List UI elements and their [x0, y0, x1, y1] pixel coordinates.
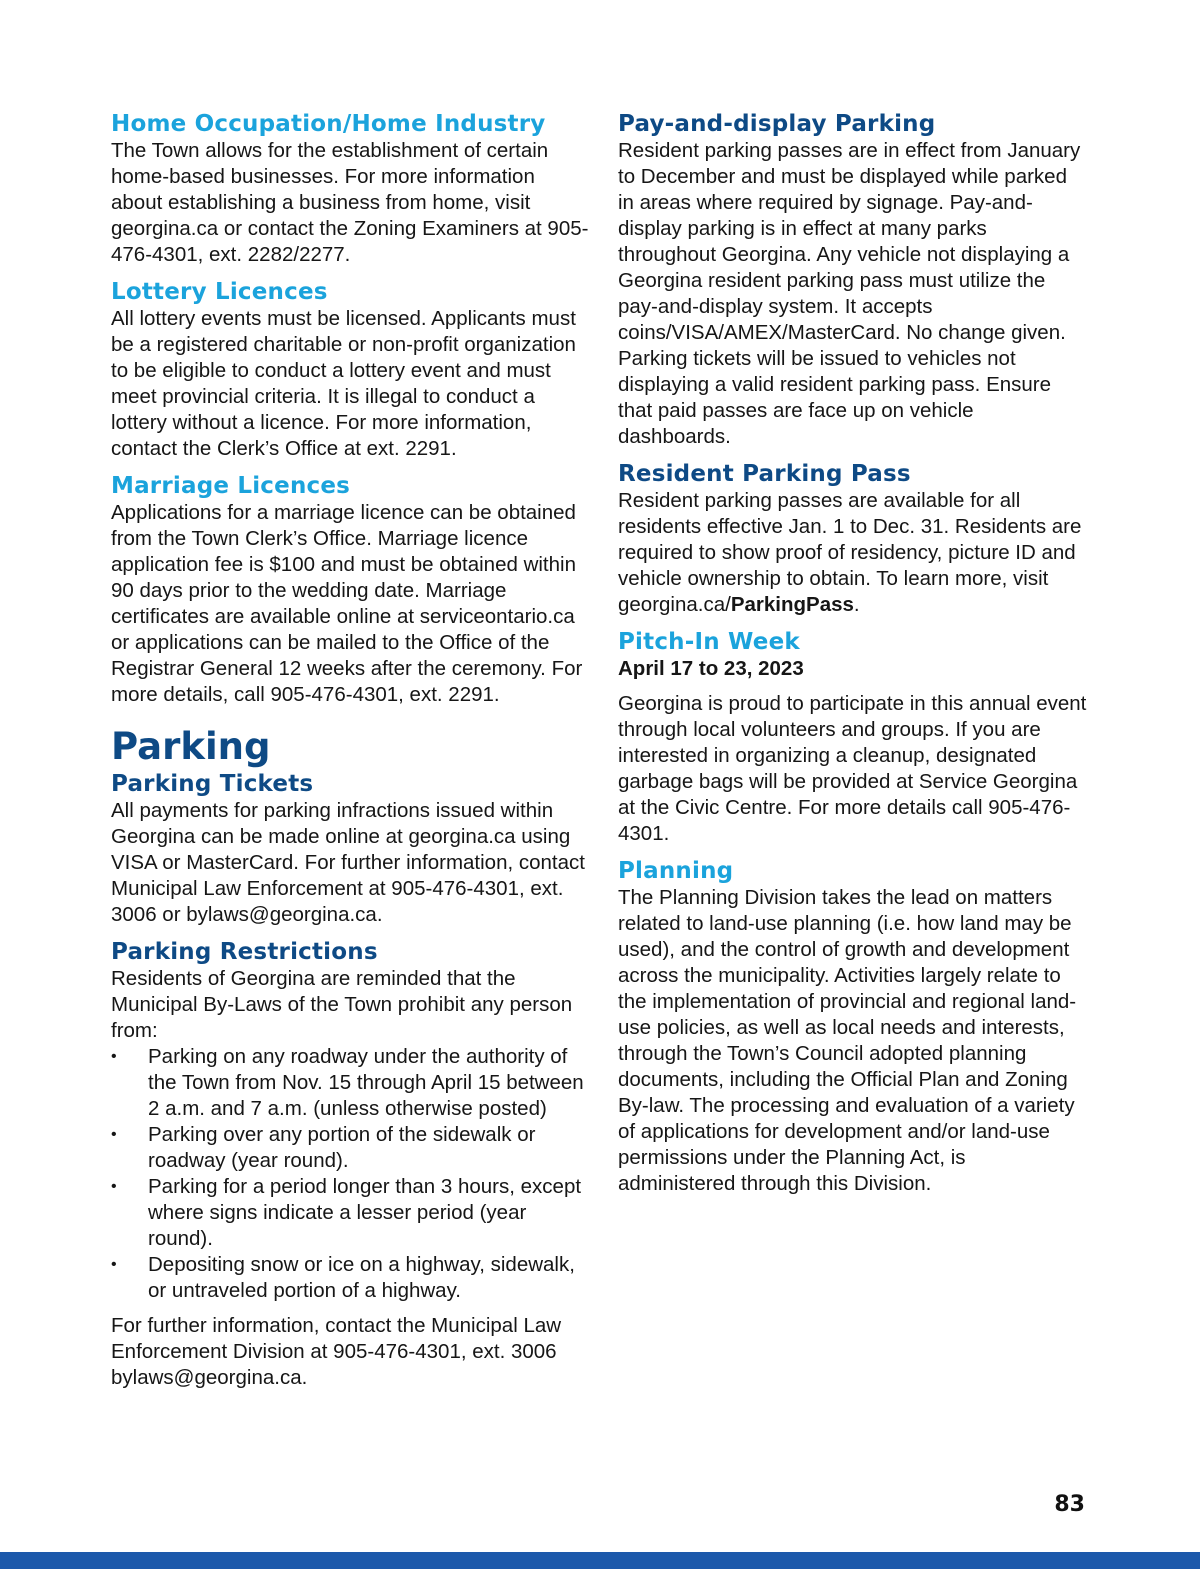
- list-item-text: Depositing snow or ice on a highway, sidewalk, or untraveled portion of a highway.: [148, 1253, 575, 1302]
- pay-and-display-body: Resident parking passes are in effect from January to December and must be displayed while parked in areas where required by signage. Pay-and-display parking is in effect at many parks throughout Georgina. Any vehicle not displaying a Georgina resident parking pass must utilize the pay-and-display system. It accepts coins/VISA/AMEX/MasterCard. No change given. Parking tickets will be issued to vehicles not displaying a valid resident parking pass. Ensure that paid passes are face up on vehicle dashboards.: [618, 139, 1081, 448]
- planning-body: The Planning Division takes the lead on matters related to land-use planning (i.e. how land may be used), and the control of growth and development across the municipality. Activities largely relate to the implementation of provincial and regional land-use policies, as well as local needs and interests, through the Town’s Council adopted planning documents, including the Official Plan and Zoning By-law. The processing and evaluation of a variety of applications for development and/or land-use permissions under the Planning Act, is administered through this Division.: [618, 886, 1077, 1195]
- parking-heading: Parking: [111, 725, 271, 768]
- list-item: [111, 1122, 589, 1174]
- right-column: [618, 110, 1088, 1207]
- section-resident-parking-pass: [618, 460, 1088, 618]
- section-parking-restrictions: [111, 938, 589, 1391]
- section-planning: [618, 857, 1088, 1197]
- bullet-icon: •: [111, 1126, 117, 1143]
- list-item: [111, 1044, 589, 1122]
- page-number: 83: [1054, 1492, 1085, 1517]
- resident-parking-pass-text: Resident parking passes are available for all residents effective Jan. 1 to Dec. 31. Residents are required to show proof of residency, picture ID and vehicle ownership to obtain. To learn more, visit georgina.ca/: [618, 489, 1082, 616]
- lottery-licences-body: All lottery events must be licensed. Applicants must be a registered charitable or non-profit organization to be eligible to conduct a lottery event and must meet provincial criteria. It is illegal to conduct a lottery without a licence. For more information, contact the Clerk’s Office at ext. 2291.: [111, 307, 576, 460]
- list-item-text: Parking over any portion of the sidewalk or roadway (year round).: [148, 1123, 536, 1172]
- section-parking-tickets: [111, 770, 589, 928]
- parking-pass-link: ParkingPass: [730, 593, 854, 616]
- parking-restrictions-intro: Residents of Georgina are reminded that the Municipal By-Laws of the Town prohibit any person from:: [111, 967, 573, 1042]
- section-lottery-licences: [111, 278, 589, 462]
- marriage-licences-body: Applications for a marriage licence can be obtained from the Town Clerk’s Office. Marriage licence application fee is $100 and must be obtained within 90 days prior to the wedding date. Marriage certificates are available online at serviceontario.ca or applications can be mailed to the Office of the Registrar General 12 weeks after the ceremony. For more details, call 905-476-4301, ext. 2291.: [111, 501, 583, 706]
- footer-bar: [0, 1552, 1200, 1569]
- resident-parking-pass-heading: Resident Parking Pass: [618, 461, 911, 487]
- parking-tickets-heading: Parking Tickets: [111, 771, 314, 797]
- list-item-text: Parking on any roadway under the authority of the Town from Nov. 15 through April 15 between 2 a.m. and 7 a.m. (unless otherwise posted): [148, 1045, 584, 1120]
- list-item-text: Parking for a period longer than 3 hours, except where signs indicate a lesser period (year round).: [148, 1175, 582, 1250]
- section-marriage-licences: [111, 472, 589, 708]
- planning-heading: Planning: [618, 858, 734, 884]
- pitch-in-week-body: Georgina is proud to participate in this annual event through local volunteers and groups. If you are interested in organizing a cleanup, designated garbage bags will be provided at Service Georgina at the Civic Centre. For more details call 905-476-4301.: [618, 692, 1087, 845]
- parking-restrictions-heading: Parking Restrictions: [111, 939, 378, 965]
- marriage-licences-heading: Marriage Licences: [111, 473, 351, 499]
- bullet-icon: •: [111, 1178, 117, 1195]
- parking-restrictions-list: [111, 1044, 589, 1304]
- parking-tickets-body: All payments for parking infractions issued within Georgina can be made online at georgina.ca using VISA or MasterCard. For further information, contact Municipal Law Enforcement at 905-476-4301, ext. 3006 or bylaws@georgina.ca.: [111, 799, 585, 926]
- bullet-icon: •: [111, 1256, 117, 1273]
- left-column: [111, 110, 589, 1401]
- bullet-icon: •: [111, 1048, 117, 1065]
- list-item: [111, 1252, 589, 1304]
- parking-restrictions-outro: For further information, contact the Municipal Law Enforcement Division at 905-476-4301, ext. 3006 bylaws@georgina.ca.: [111, 1314, 562, 1389]
- home-occupation-heading: Home Occupation/Home Industry: [111, 111, 546, 137]
- section-home-occupation: [111, 110, 589, 268]
- pitch-in-week-date: April 17 to 23, 2023: [618, 657, 804, 680]
- section-pitch-in-week: [618, 628, 1088, 847]
- section-pay-and-display: [618, 110, 1088, 450]
- pay-and-display-heading: Pay-and-display Parking: [618, 111, 936, 137]
- lottery-licences-heading: Lottery Licences: [111, 279, 328, 305]
- home-occupation-body: The Town allows for the establishment of certain home-based businesses. For more information about establishing a business from home, visit georgina.ca or contact the Zoning Examiners at 905-476-4301, ext. 2282/2277.: [111, 139, 589, 266]
- list-item: [111, 1174, 589, 1252]
- resident-parking-pass-body: [618, 488, 1088, 618]
- pitch-in-week-heading: Pitch-In Week: [618, 629, 800, 655]
- resident-parking-pass-end: .: [853, 593, 860, 616]
